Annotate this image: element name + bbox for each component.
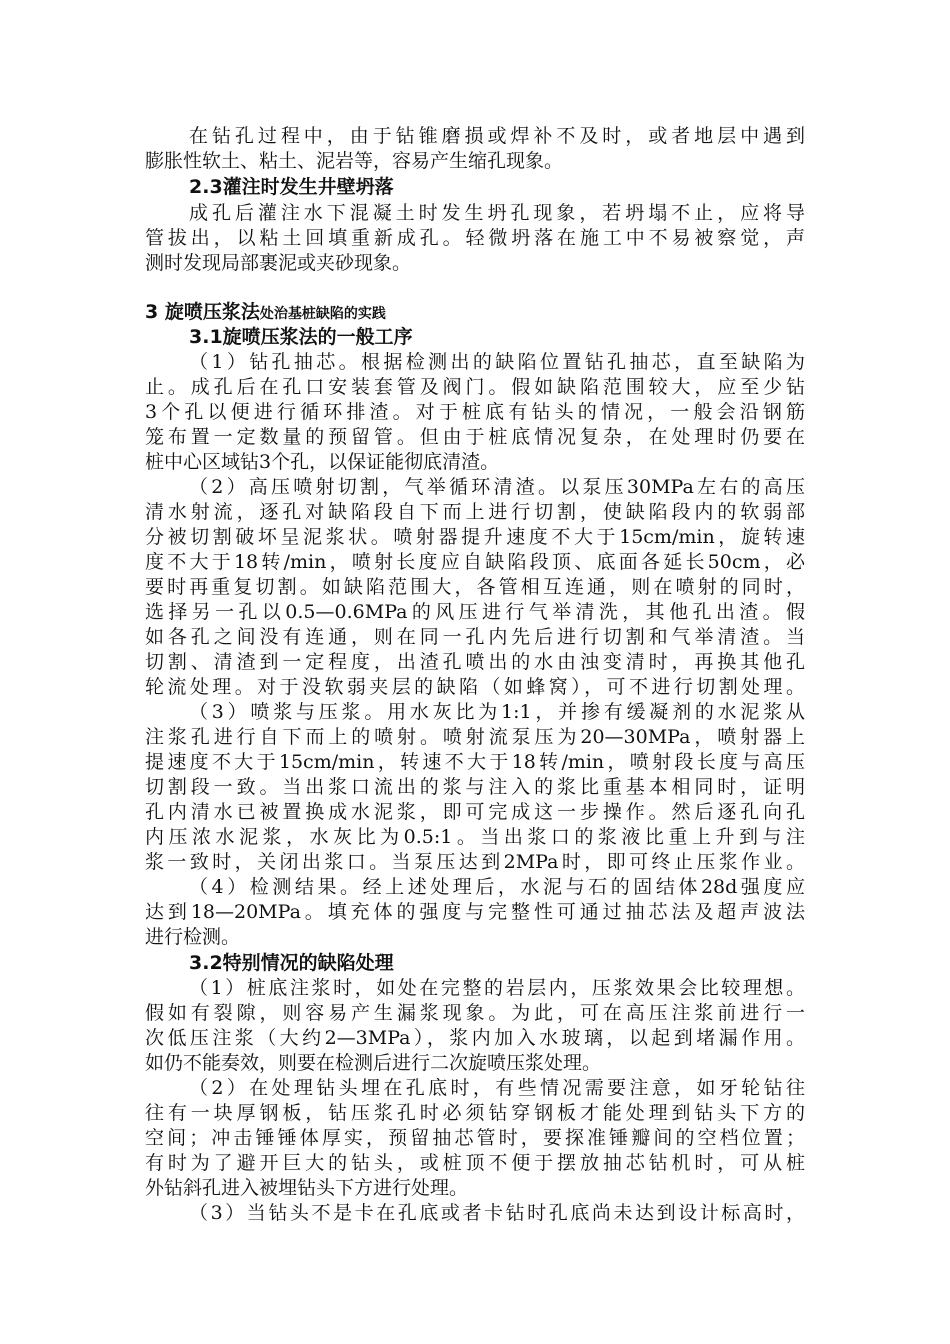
- paragraph-line: 切割段一致。当出浆口流出的浆与注入的浆比重基本相同时，证明: [145, 776, 805, 798]
- paragraph-line: 如仍不能奏效，则要在检测后进行二次旋喷压浆处理。: [145, 1052, 602, 1074]
- paragraph-line: （3）当钻头不是卡在孔底或者卡钻时孔底尚未达到设计标高时，: [189, 1202, 805, 1224]
- section-heading-3-main: 3 旋喷压浆法: [145, 301, 260, 323]
- paragraph-line: 3个孔以便进行循环排渣。对于桩底有钻头的情况，一般会沿钢筋: [145, 401, 805, 423]
- paragraph-line: 提速度不大于15cm/min，转速不大于18转/min，喷射段长度与高压: [145, 751, 805, 773]
- paragraph-line: 成孔后灌注水下混凝土时发生坍孔现象，若坍塌不止，应将导: [189, 202, 805, 224]
- paragraph-line: （1）钻孔抽芯。根据检测出的缺陷位置钻孔抽芯，直至缺陷为: [189, 351, 805, 373]
- paragraph-line: 清水射流，逐孔对缺陷段自下而上进行切割，使缺陷段内的软弱部: [145, 501, 805, 523]
- paragraph-line: 注浆孔进行自下而上的喷射。喷射流泵压为20—30MPa，喷射器上: [145, 726, 805, 748]
- paragraph-line: 度不大于18转/min，喷射长度应自缺陷段顶、底面各延长50cm，必: [145, 551, 805, 573]
- paragraph-line: 达到18—20MPa。填充体的强度与完整性可通过抽芯法及超声波法: [145, 901, 805, 923]
- paragraph-line: 有时为了避开巨大的钻头，或桩顶不便于摆放抽芯钻机时，可从桩: [145, 1152, 805, 1174]
- paragraph-line: 选择另一孔以0.5—0.6MPa的风压进行气举清洗，其他孔出渣。假: [145, 601, 805, 623]
- paragraph-line: 浆一致时，关闭出浆口。当泵压达到2MPa时，即可终止压浆作业。: [145, 851, 805, 873]
- section-heading-3-2: 3.2特别情况的缺陷处理: [189, 952, 394, 974]
- paragraph-line: 膨胀性软土、粘土、泥岩等，容易产生缩孔现象。: [145, 150, 564, 172]
- paragraph-line: （1）桩底注浆时，如处在完整的岩层内，压浆效果会比较理想。: [189, 977, 805, 999]
- paragraph-line: 假如有裂隙，则容易产生漏浆现象。为此，可在高压注浆前进行一: [145, 1002, 805, 1024]
- section-heading-2-3: 2.3灌注时发生井壁坍落: [189, 176, 394, 198]
- paragraph-line: （4）检测结果。经上述处理后，水泥与石的固结体28d强度应: [189, 876, 805, 898]
- paragraph-line: （3）喷浆与压浆。用水灰比为1:1，并掺有缓凝剂的水泥浆从: [189, 701, 805, 723]
- paragraph-line: 桩中心区域钻3个孔，以保证能彻底清渣。: [145, 451, 500, 473]
- paragraph-line: 往有一块厚钢板，钻压浆孔时必须钻穿钢板才能处理到钻头下方的: [145, 1102, 805, 1124]
- paragraph-line: 空间；冲击锤锤体厚实，预留抽芯管时，要探准锤瓣间的空档位置；: [145, 1127, 805, 1149]
- paragraph-line: 止。成孔后在孔口安装套管及阀门。假如缺陷范围较大，应至少钻: [145, 376, 805, 398]
- paragraph-line: 如各孔之间没有连通，则在同一孔内先后进行切割和气举清渣。当: [145, 626, 805, 648]
- paragraph-line: 切割、清渣到一定程度，出渣孔喷出的水由浊变清时，再换其他孔: [145, 651, 805, 673]
- paragraph-line: 在钻孔过程中，由于钻锥磨损或焊补不及时，或者地层中遇到: [189, 125, 805, 147]
- paragraph-line: （2）高压喷射切割，气举循环清渣。以泵压30MPa左右的高压: [189, 476, 805, 498]
- paragraph-line: 笼布置一定数量的预留管。但由于桩底情况复杂，在处理时仍要在: [145, 426, 805, 448]
- paragraph-line: 次低压注浆（大约2—3MPa），浆内加入水玻璃，以起到堵漏作用。: [145, 1027, 805, 1049]
- paragraph-line: 测时发现局部裹泥或夹砂现象。: [145, 252, 412, 274]
- paragraph-line: 孔内清水已被置换成水泥浆，即可完成这一步操作。然后逐孔向孔: [145, 801, 805, 823]
- paragraph-line: 进行检测。: [145, 926, 241, 948]
- paragraph-line: 分被切割破坏呈泥浆状。喷射器提升速度不大于15cm/min，旋转速: [145, 526, 805, 548]
- section-heading-3-1: 3.1旋喷压浆法的一般工序: [189, 326, 413, 348]
- paragraph-line: 外钻斜孔进入被埋钻头下方进行处理。: [145, 1177, 469, 1199]
- paragraph-line: 内压浓水泥浆，水灰比为0.5:1。当出浆口的浆液比重上升到与注: [145, 826, 805, 848]
- section-heading-3-sub: 处治基桩缺陷的实践: [259, 306, 386, 322]
- paragraph-line: （2）在处理钻头埋在孔底时，有些情况需要注意，如牙轮钻往: [189, 1077, 805, 1099]
- paragraph-line: 轮流处理。对于没软弱夹层的缺陷（如蜂窝），可不进行切割处理。: [145, 676, 805, 698]
- paragraph-line: 管拔出，以粘土回填重新成孔。轻微坍落在施工中不易被察觉，声: [145, 227, 805, 249]
- section-heading-3: [145, 300, 805, 324]
- paragraph-line: 要时再重复切割。如缺陷范围大，各管相互连通，则在喷射的同时，: [145, 576, 805, 598]
